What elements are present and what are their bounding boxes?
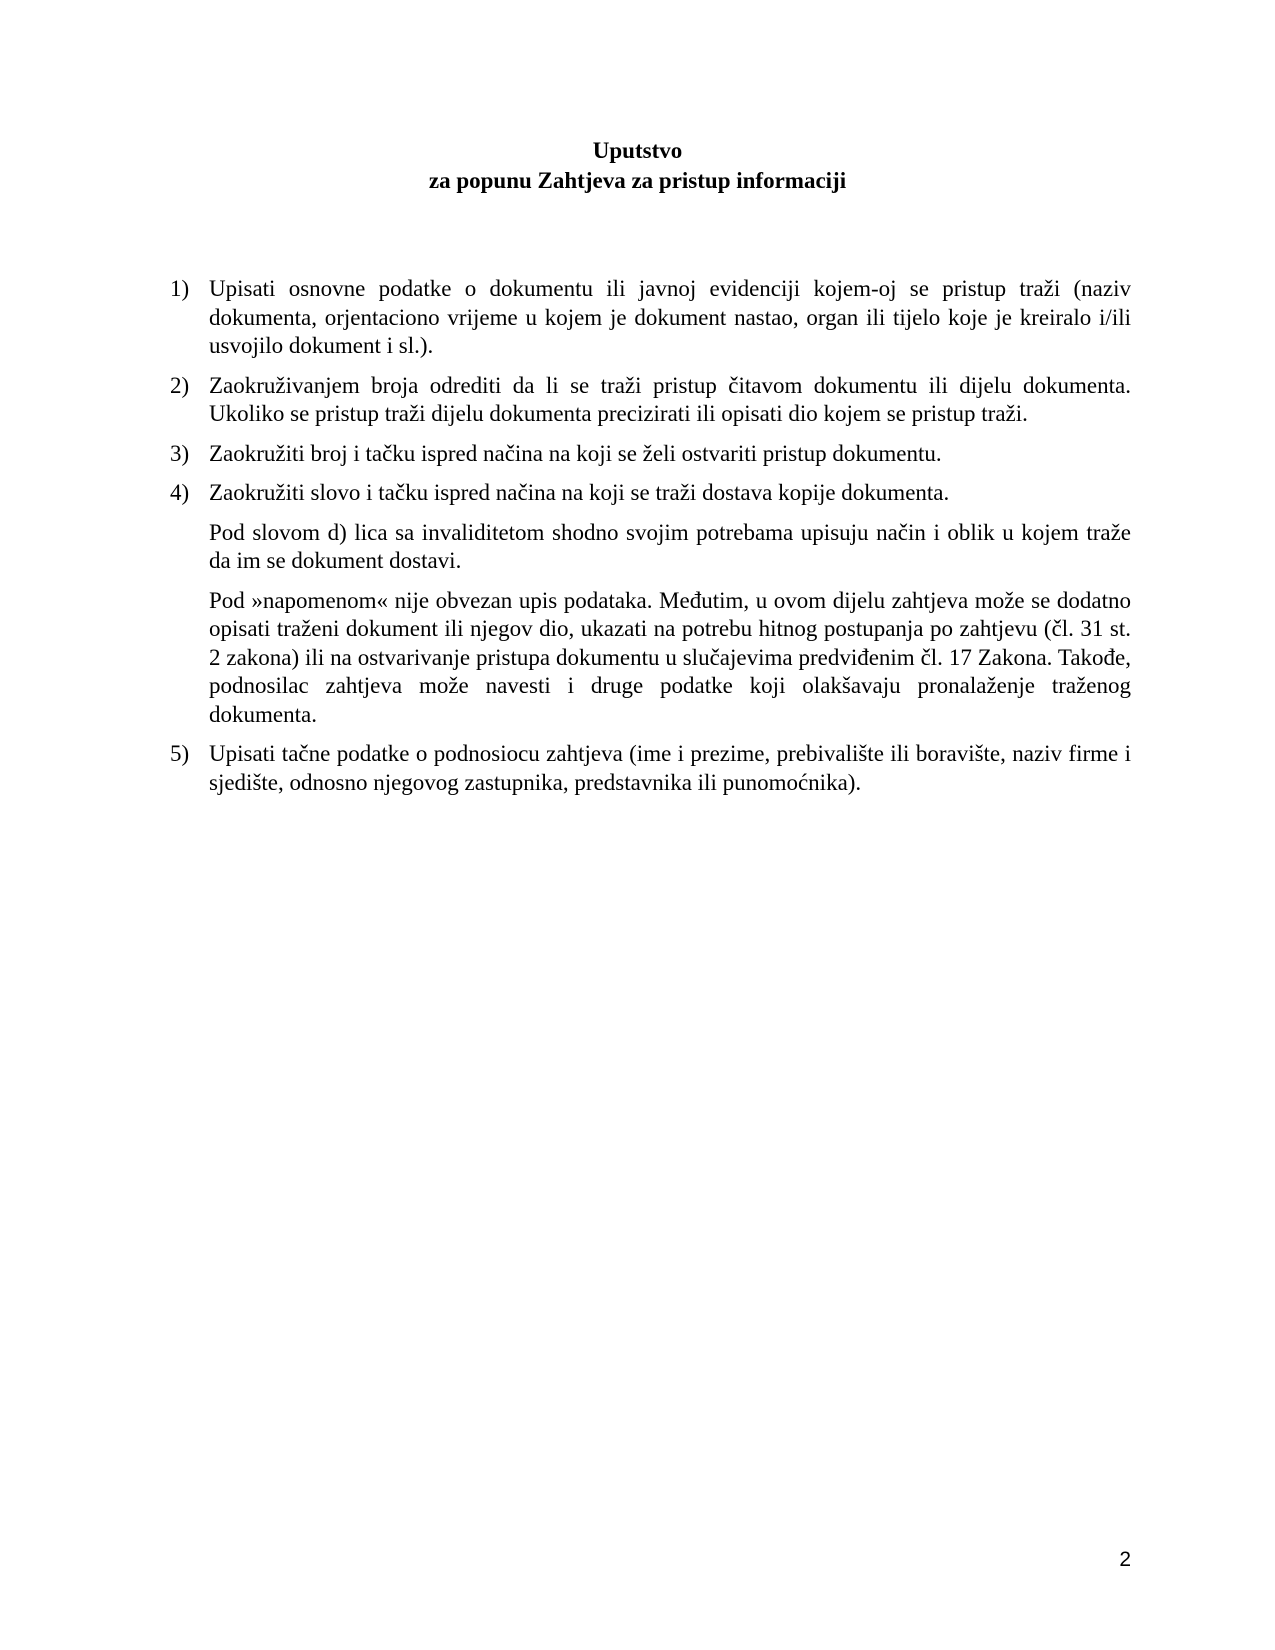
item-subparagraph-disability: Pod slovom d) lica sa invaliditetom shodno svojim potrebama upisuju način i oblik u kojem traže da im se dokument dostavi.: [209, 519, 1131, 573]
title-line-2: za popunu Zahtjeva za pristup informaciji: [428, 168, 847, 193]
item-text: Zaokružiti slovo i tačku ispred načina na koji se traži dostava kopije dokumenta.: [209, 480, 950, 505]
instructions-list: [170, 275, 1131, 808]
title-line-1: Uputstvo: [592, 138, 683, 163]
item-number: 5): [170, 741, 190, 766]
document-title: [0, 136, 1275, 196]
item-number: 3): [170, 440, 190, 466]
instruction-item-3: [170, 440, 1131, 469]
item-text: Zaokruživanjem broja odrediti da li se traži pristup čitavom dokumentu ili dijelu dokumenta. Ukoliko se pristup traži dijelu dokumenta precizirati ili opisati dio kojem se pristup traži.: [209, 372, 1131, 426]
instruction-item-2: [170, 372, 1131, 429]
item-subparagraph-note: Pod »napomenom« nije obvezan upis podataka. Međutim, u ovom dijelu zahtjeva može se dodatno opisati traženi dokument ili njegov dio, ukazati na potrebu hitnog postupanja po zahtjevu (čl. 31 st. 2 zakona) ili na ostvarivanje pristupa dokumentu u slučajevima predviđenim čl. 17 Zakona. Takođe, podnosilac zahtjeva može navesti i druge podatke koji olakšavaju pronalaženje traženog dokumenta.: [209, 587, 1131, 727]
item-text: Upisati osnovne podatke o dokumentu ili javnoj evidenciji kojem-oj se pristup traži (naziv dokumenta, orjentaciono vrijeme u kojem je dokument nastao, organ ili tijelo koje je kreiralo i/ili usvojilo dokument i sl.).: [209, 276, 1131, 358]
item-number: 4): [170, 480, 190, 505]
item-number: 1): [170, 276, 190, 301]
item-text: Upisati tačne podatke o podnosiocu zahtjeva (ime i prezime, prebivalište ili boravište, naziv firme i sjedište, odnosno njegovog zastupnika, predstavnika ili punomoćnika).: [209, 741, 1131, 795]
item-text: Zaokružiti broj i tačku ispred načina na koji se želi ostvariti pristup dokumentu.: [209, 440, 942, 466]
page-number: 2: [1119, 1548, 1131, 1571]
instruction-item-1: [170, 275, 1131, 361]
instruction-item-4: [170, 479, 1131, 729]
instruction-item-5: [170, 740, 1131, 797]
item-number: 2): [170, 372, 190, 398]
